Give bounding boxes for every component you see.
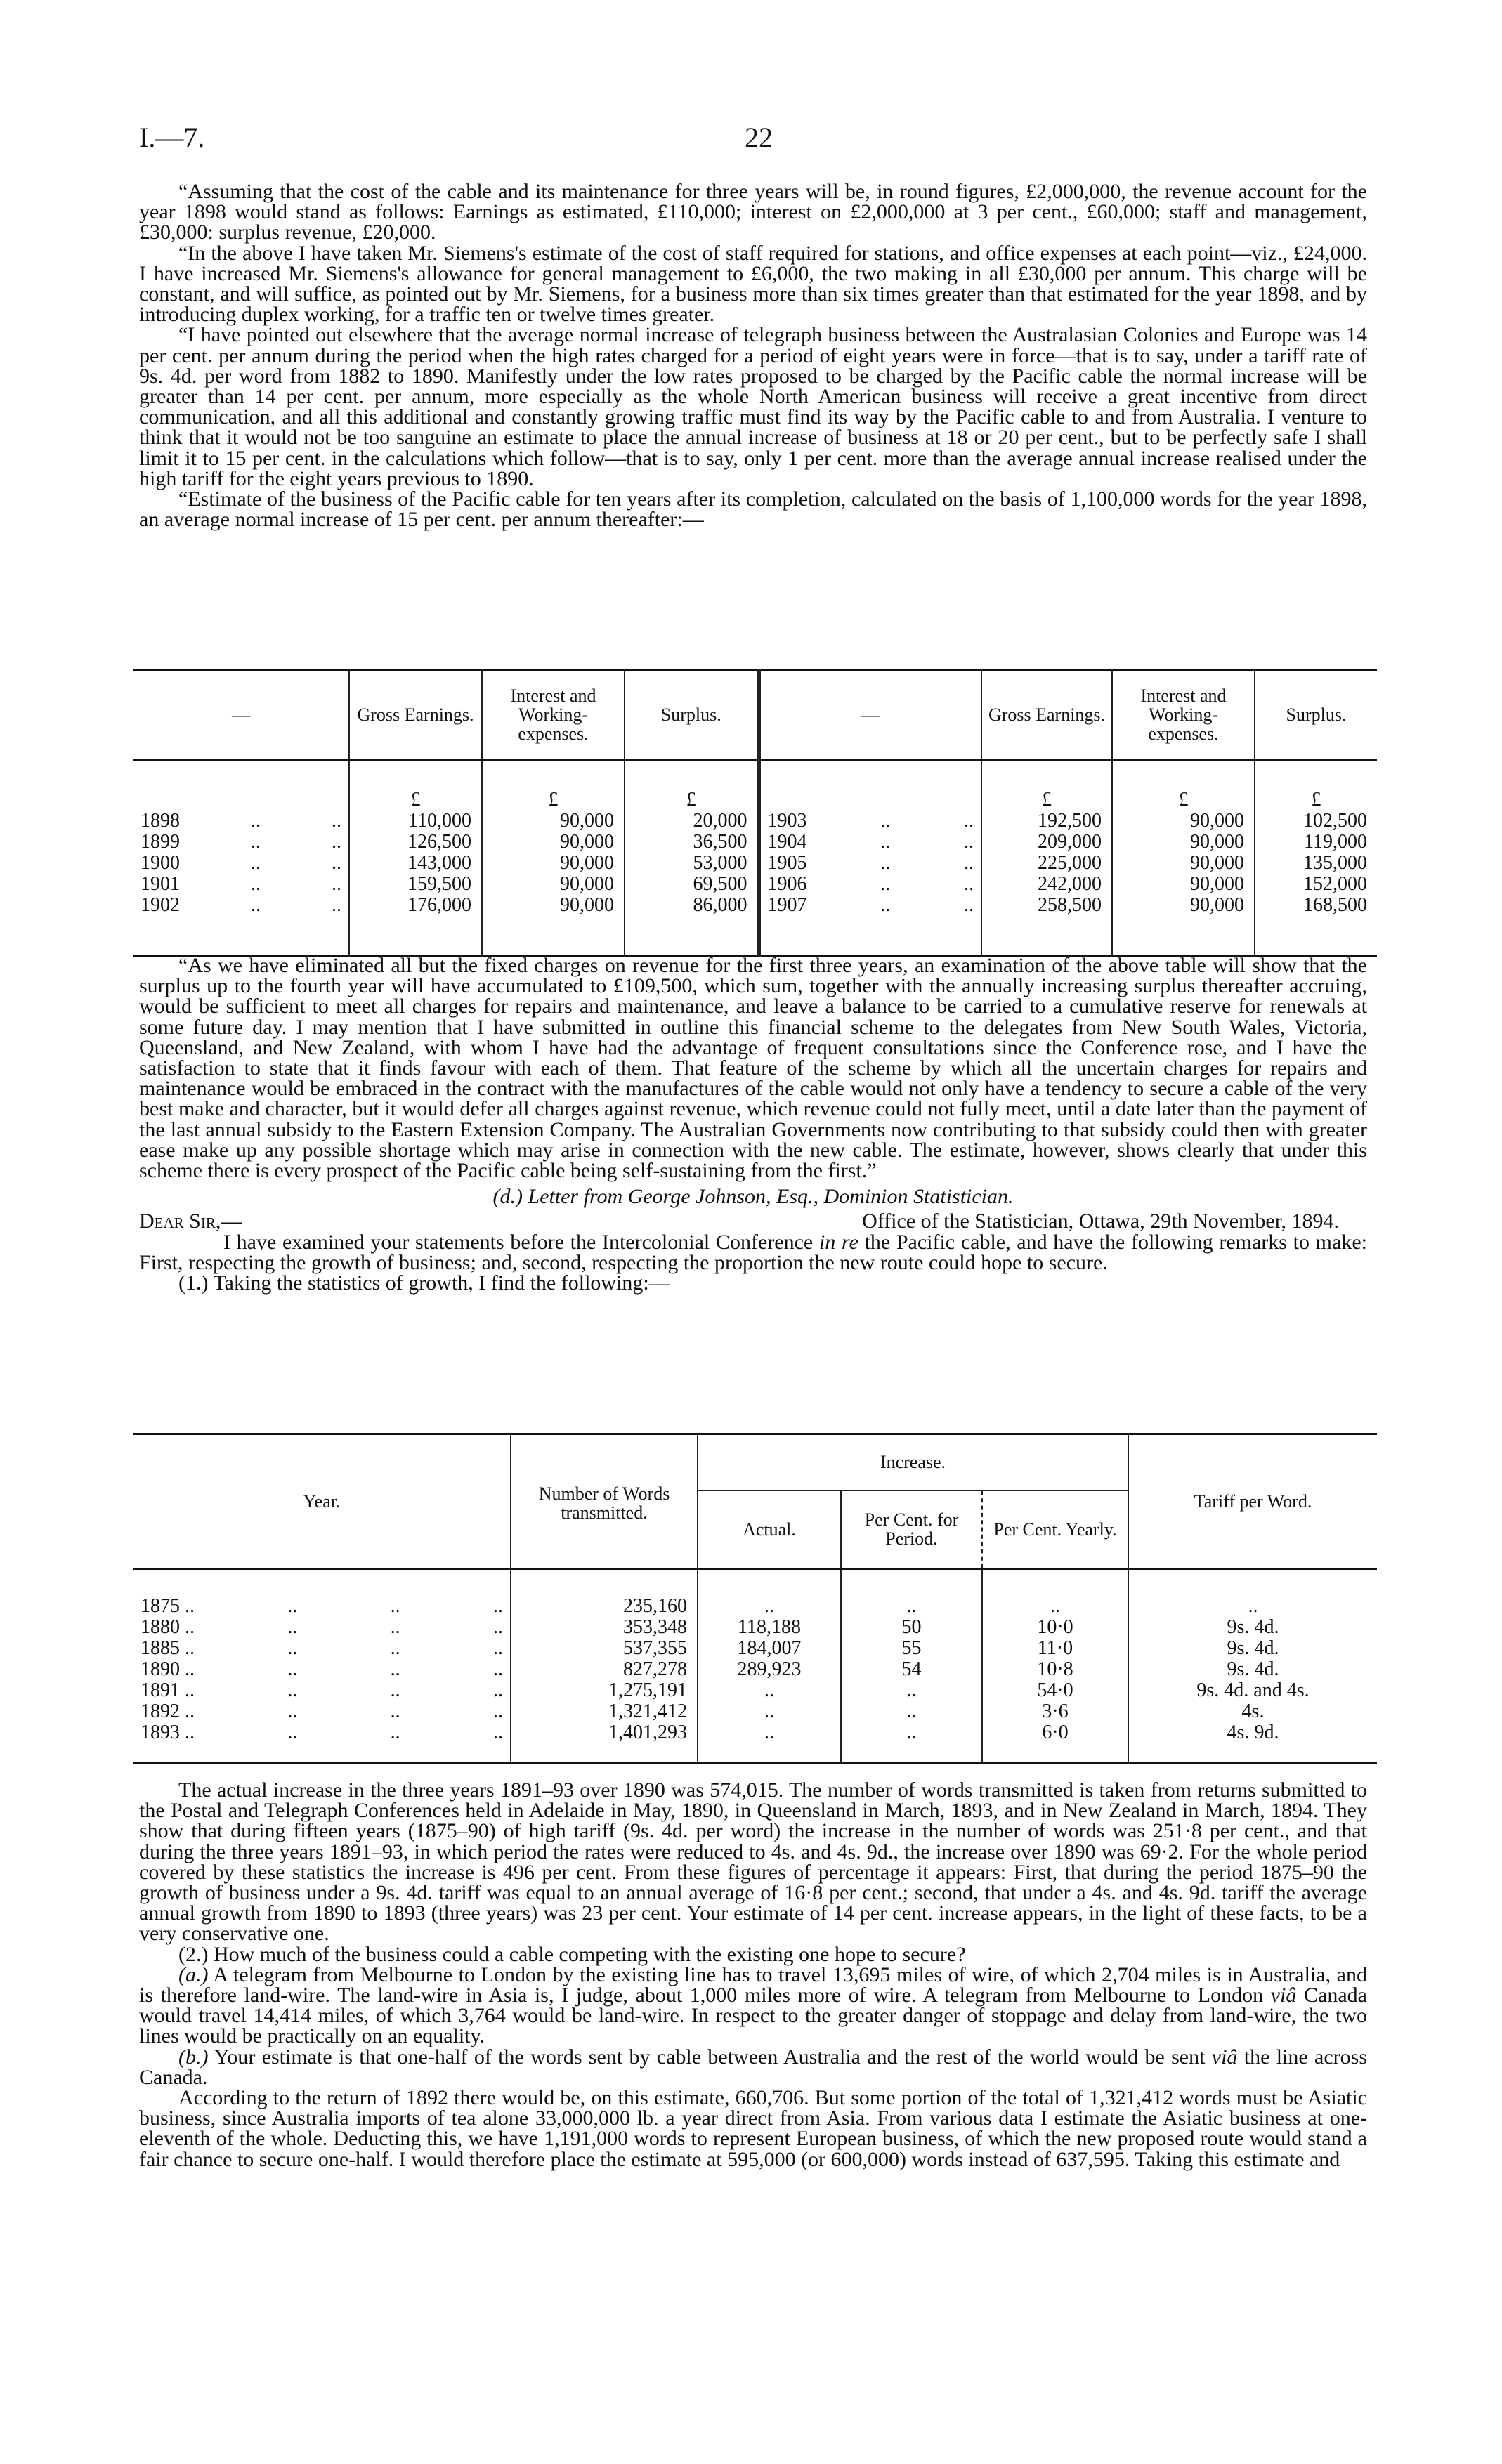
table-row [133,832,1377,853]
table-row [133,1596,1377,1617]
year-label: 1907 [767,893,807,916]
surplus-cell: 86,000 [625,895,759,916]
tariff-cell: .. [1128,1596,1377,1617]
col-header-gross: Gross Earnings. [981,670,1112,760]
yearly-cell: 6·0 [982,1722,1128,1743]
tariff-cell: 9s. 4d. [1128,1638,1377,1659]
paragraph [139,2047,1367,2088]
words-cell: 1,321,412 [511,1701,698,1722]
year-cell: 1905 .. .. [759,853,981,874]
interest-cell: 90,000 [1112,853,1255,874]
actual-cell: 184,007 [698,1638,841,1659]
document-reference: I.—7. [139,122,205,153]
actual-cell: 289,923 [698,1659,841,1680]
year-cell: 1901 .. .. [141,872,341,895]
yearly-cell: .. [982,1596,1128,1617]
surplus-cell: 20,000 [625,811,759,832]
interest-cell: 90,000 [1112,832,1255,853]
per-period-cell: .. [841,1701,982,1722]
paragraph: According to the return of 1892 there would be, on this estimate, 660,706. But some portion of the total of 1,321,412 words must be Asiatic business, since Australia imports of tea alone 33,000,000 lb. a year direct from Asia. From various data I estimate the Asiatic business at one-eleventh of the whole. Deducting this, we have 1,191,000 words to represent European business, of which the new proposed route would stand a fair chance to secure one-half. I would therefore place the estimate at 595,000 (or 600,000) words instead of 637,595. Taking this estimate and [139,2086,1367,2171]
unit-label: £ [625,760,759,811]
year-cell: 1899 .. .. [141,830,341,853]
year-label: 1901 [141,872,180,895]
table-row [133,1638,1377,1659]
interest-cell: 90,000 [482,811,625,832]
surplus-cell: 119,000 [1255,832,1377,853]
text-italic: viâ [1270,1984,1297,2007]
year-label: 1903 [767,809,807,832]
paragraph: “Assuming that the cost of the cable and its maintenance for three years will be, in round figures, £2,000,000, the revenue account for the year 1898 would stand as follows: Earnings as estimated, £110,000; interest on £2,000,000 at 3 per cent., £60,000; staff and management, £30,000: surplus revenue, £20,000. [139,180,1367,244]
table-row [133,895,1377,916]
actual-cell: 118,188 [698,1617,841,1638]
letter-heading: (d.) Letter from George Johnson, Esq., Dominion Statistician. [492,1185,1014,1209]
year-cell: 1902 .. .. [141,893,341,916]
section-analysis [139,1780,1367,2170]
paragraph [139,1962,1367,2048]
text-italic: in re [818,1230,858,1254]
table-row [133,1617,1377,1638]
surplus-cell: 36,500 [625,832,759,853]
col-header-year: — [232,705,250,725]
paragraph: (2.) How much of the business could a cable competing with the existing one hope to secure? [178,1942,966,1966]
per-period-cell: .. [841,1722,982,1743]
year-cell: 1891 .. .. .. .. [141,1679,503,1701]
unit-label: £ [349,760,482,811]
year-cell: 1900 .. .. [141,851,341,874]
actual-cell: .. [698,1701,841,1722]
tariff-cell: 4s. 9d. [1128,1722,1377,1743]
col-header-tariff: Tariff per Word. [1128,1434,1377,1569]
yearly-cell: 10·0 [982,1617,1128,1638]
actual-cell: .. [698,1596,841,1617]
col-header-year: — [759,670,981,760]
col-header-actual: Actual. [698,1490,841,1569]
gross-cell: 159,500 [349,874,482,895]
section-quote-estimate [139,181,1367,530]
year-label: 1891 [141,1679,180,1701]
tariff-cell: 9s. 4d. [1128,1659,1377,1680]
col-header-yearly: Per Cent. Yearly. [982,1490,1128,1569]
interest-cell: 90,000 [482,874,625,895]
gross-cell: 209,000 [981,832,1112,853]
text-italic: viâ [1211,2045,1238,2069]
gross-cell: 192,500 [981,811,1112,832]
year-label: 1900 [141,851,180,874]
estimate-table [133,669,1377,957]
per-period-cell: .. [841,1680,982,1701]
yearly-cell: 3·6 [982,1701,1128,1722]
yearly-cell: 54·0 [982,1680,1128,1701]
table-row [133,874,1377,895]
paragraph: “In the above I have taken Mr. Siemens's estimate of the cost of staff required for stations, and office expenses at each point—viz., £24,000. I have increased Mr. Siemens's allowance for general management to £6,000, the two making in all £30,000 per annum. This charge will be constant, and will suffice, as pointed out by Mr. Siemens, for a business more than six times greater than that estimated for the year 1898, and by introducing duplex working, for a traffic ten or twelve times greater. [139,241,1367,327]
tariff-cell: 4s. [1128,1701,1377,1722]
growth-table [133,1433,1377,1764]
interest-cell: 90,000 [482,853,625,874]
paragraph [139,1232,1367,1273]
unit-label: £ [1112,760,1255,811]
interest-cell: 90,000 [1112,811,1255,832]
actual-cell: .. [698,1680,841,1701]
gross-cell: 225,000 [981,853,1112,874]
per-period-cell: .. [841,1596,982,1617]
page-number: 22 [745,122,773,153]
gross-cell: 176,000 [349,895,482,916]
surplus-cell: 53,000 [625,853,759,874]
yearly-cell: 11·0 [982,1638,1128,1659]
text-italic: (b.) [178,2045,209,2069]
gross-cell: 126,500 [349,832,482,853]
year-cell: 1904 .. .. [759,832,981,853]
table-row [133,1659,1377,1680]
per-period-cell: 55 [841,1638,982,1659]
col-header-increase: Increase. [698,1434,1128,1490]
col-header-interest: Interest and Working-expenses. [482,670,625,760]
year-label: 1885 [141,1637,180,1659]
year-cell: 1906 .. .. [759,874,981,895]
text: the Pacific cable, and have the following remarks to make: First, respecting the growth of business; and, second, respecting the proportion the new route could hope to secure. [139,1230,1367,1274]
text: the line across Canada. [139,2045,1368,2089]
surplus-cell: 152,000 [1255,874,1377,895]
words-cell: 353,348 [511,1617,698,1638]
table-row [133,1680,1377,1701]
per-period-cell: 54 [841,1659,982,1680]
surplus-cell: 102,500 [1255,811,1377,832]
year-cell: 1898 .. .. [141,809,341,832]
surplus-cell: 168,500 [1255,895,1377,916]
year-label: 1902 [141,893,180,916]
salutation: Dear Sir,— [139,1210,242,1233]
paragraph: “Estimate of the business of the Pacific cable for ten years after its completion, calculated on the basis of 1,100,000 words for the year 1898, an average normal increase of 15 per cent. per annum thereafter:— [139,487,1367,532]
table-row [133,811,1377,832]
col-header-per-period: Per Cent. for Period. [841,1490,982,1569]
year-cell: 1880 .. .. .. .. [141,1616,503,1638]
year-label: 1875 [141,1594,180,1617]
unit-label: £ [482,760,625,811]
actual-cell: .. [698,1722,841,1743]
text: Your estimate is that one-half of the words sent by cable between Australia and the rest of the world would be sent [208,2045,1212,2069]
text: Canada would travel 14,414 miles, of which 3,764 would be land-wire. In respect to the greater danger of stoppage and delay from land-wire, the two lines would be practically on an equality. [139,1984,1367,2048]
year-cell: 1892 .. .. .. .. [141,1700,503,1722]
letter-address: Office of the Statistician, Ottawa, 29th November, 1894. [862,1210,1339,1233]
year-cell: 1885 .. .. .. .. [141,1637,503,1659]
year-label: 1892 [141,1700,180,1722]
col-header-gross: Gross Earnings. [349,670,482,760]
words-cell: 235,160 [511,1596,698,1617]
interest-cell: 90,000 [1112,895,1255,916]
table-row [133,853,1377,874]
paragraph: “I have pointed out elsewhere that the average normal increase of telegraph business between the Australasian Colonies and Europe was 14 per cent. per annum during the period when the high rates charged for a period of eight years were in force—that is to say, under a tariff rate of 9s. 4d. per word from 1882 to 1890. Manifestly under the low rates proposed to be charged by the Pacific cable the normal increase will be greater than 14 per cent. per annum, more especially as the whole North American business will receive a great incentive from direct communication, and all this additional and constantly growing traffic must find its way by the Pacific cable to and from Australia. I venture to think that it would not be too sanguine an estimate to place the annual increase of business at 18 or 20 per cent., but to be perfectly safe I shall limit it to 15 per cent. in the calculations which follow—that is to say, only 1 per cent. more than the average annual increase realised under the high tariff for the eight years previous to 1890. [139,323,1367,490]
text: A telegram from Melbourne to London by the existing line has to travel 13,695 miles of wire, of which 2,704 miles is in Australia, and is therefore land-wire. The land-wire in Asia is, I judge, about 1,000 miles more of wire. A telegram from Melbourne to London [139,1962,1367,2007]
gross-cell: 258,500 [981,895,1112,916]
year-label: 1880 [141,1616,180,1638]
gross-cell: 242,000 [981,874,1112,895]
paragraph: “As we have eliminated all but the fixed charges on revenue for the first three years, an examination of the above table will show that the surplus up to the fourth year will have accumulated to £109,500, which sum, together with the annually increasing surplus thereafter accruing, would be sufficient to meet all charges for repairs and maintenance, and leave a balance to be carried to a cumulative reserve for renewals at some future day. I may mention that I have submitted in outline this financial scheme to the delegates from New South Wales, Victoria, Queensland, and New Zealand, with whom I have had the advantage of frequent consultations since the Conference rose, and I have the satisfaction to state that it finds favour with each of them. That feature of the scheme by which all the uncertain charges for repairs and maintenance would be embraced in the contract with the manufactures of the cable would not only have a tendency to secure a cable of the very best make and character, but it would defer all charges against revenue, which revenue could not fully meet, until a date later than the payment of the last annual subsidy to the Eastern Extension Company. The Australian Governments now contributing to that subsidy could then with greater ease make up any possible shortage which may arise in connection with the new cable. The estimate, however, shows clearly that under this scheme there is every prospect of the Pacific cable being self-sustaining from the first.” [139,954,1367,1183]
yearly-cell: 10·8 [982,1659,1128,1680]
words-cell: 1,275,191 [511,1680,698,1701]
interest-cell: 90,000 [482,832,625,853]
gross-cell: 110,000 [349,811,482,832]
unit-label: £ [981,760,1112,811]
year-label: 1899 [141,830,180,853]
per-period-cell: 50 [841,1617,982,1638]
interest-cell: 90,000 [1112,874,1255,895]
year-label: 1905 [767,851,807,874]
table-row [133,1722,1377,1743]
gross-cell: 143,000 [349,853,482,874]
year-label: 1890 [141,1658,180,1680]
year-cell: 1875 .. .. .. .. [141,1594,503,1617]
col-header-year: Year. [303,1491,341,1512]
paragraph: (1.) Taking the statistics of growth, I find the following:— [178,1271,670,1295]
words-cell: 537,355 [511,1638,698,1659]
unit-label: £ [1255,760,1377,811]
surplus-cell: 135,000 [1255,853,1377,874]
paragraph: The actual increase in the three years 1891–93 over 1890 was 574,015. The number of words transmitted is taken from returns submitted to the Postal and Telegraph Conferences held in Adelaide in May, 1890, in Queensland in March, 1893, and in New Zealand in March, 1894. They show that during fifteen years (1875–90) of high tariff (9s. 4d. per word) the increase in the number of words was 251·8 per cent., and that during the three years 1891–93, in which period the rates were reduced to 4s. and 4s. 9d., the increase over 1890 was 69·2. For the whole period covered by these statistics the increase is 496 per cent. From these figures of percentage it appears: First, that during the period 1875–90 the growth of business under a 9s. 4d. tariff was equal to an annual average of 16·8 per cent.; second, that under a 4s. and 4s. 9d. tariff the average annual growth from 1890 to 1893 (three years) was 23 per cent. Your estimate of 14 per cent. increase appears, in the light of these facts, to be a very conservative one. [139,1778,1367,1946]
year-label: 1893 [141,1721,180,1743]
col-header-surplus: Surplus. [1255,670,1377,760]
words-cell: 1,401,293 [511,1722,698,1743]
year-cell: 1903 .. .. [759,811,981,832]
year-cell: 1893 .. .. .. .. [141,1721,503,1743]
col-header-surplus: Surplus. [625,670,759,760]
tariff-cell: 9s. 4d. [1128,1617,1377,1638]
table-row [133,1701,1377,1722]
year-label: 1904 [767,830,807,853]
col-header-interest: Interest and Working-expenses. [1112,670,1255,760]
surplus-cell: 69,500 [625,874,759,895]
col-header-words: Number of Words transmitted. [511,1434,698,1569]
tariff-cell: 9s. 4d. and 4s. [1128,1680,1377,1701]
interest-cell: 90,000 [482,895,625,916]
words-cell: 827,278 [511,1659,698,1680]
text: I have examined your statements before the Intercolonial Conference [223,1230,819,1254]
section-quote-surplus [139,955,1367,1293]
year-cell: 1890 .. .. .. .. [141,1658,503,1680]
text-italic: (a.) [178,1962,209,1986]
year-cell: 1907 .. .. [759,895,981,916]
year-label: 1898 [141,809,180,832]
year-label: 1906 [767,872,807,895]
